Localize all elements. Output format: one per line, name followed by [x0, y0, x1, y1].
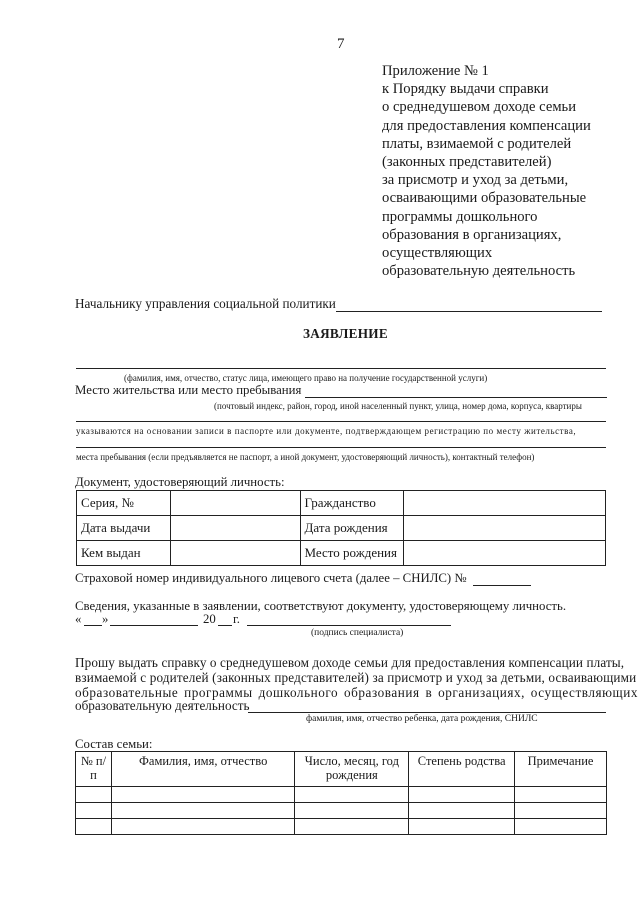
family-cell[interactable]: [76, 787, 112, 803]
family-table: [75, 751, 607, 835]
id-document-table: [76, 490, 606, 566]
citizenship-label: Гражданство: [300, 491, 404, 516]
appendix-line: к Порядку выдачи справки: [382, 81, 549, 98]
appendix-line: образования в организациях,: [382, 226, 562, 243]
appendix-line: осваивающими образовательные: [382, 190, 587, 207]
birth-date-field[interactable]: [404, 516, 606, 541]
appendix-line: (законных представителей): [382, 154, 552, 171]
issued-by-label: Кем выдан: [77, 541, 171, 566]
table-row: [76, 803, 607, 819]
applicant-name-field[interactable]: [76, 368, 606, 369]
family-cell[interactable]: [111, 787, 295, 803]
table-header-row: [76, 752, 607, 787]
family-cell[interactable]: [295, 787, 409, 803]
child-info-hint: фамилия, имя, отчество ребенка, дата рождения, СНИЛС: [306, 714, 538, 724]
family-cell[interactable]: [515, 819, 607, 835]
addressee-label: Начальнику управления социальной политики: [75, 296, 336, 311]
year-suffix: г.: [233, 612, 241, 626]
citizenship-field[interactable]: [404, 491, 606, 516]
residence-field-2[interactable]: [76, 421, 606, 422]
issue-date-label: Дата выдачи: [77, 516, 171, 541]
table-row: [77, 541, 606, 566]
col-number-header: № п/п: [76, 752, 112, 787]
table-row: [76, 819, 607, 835]
appendix-line: образовательную деятельность: [382, 263, 576, 280]
verification-text: Сведения, указанные в заявлении, соответствуют документу, удостоверяющему личность.: [75, 599, 567, 613]
table-row: [76, 787, 607, 803]
signature-hint: (подпись специалиста): [311, 628, 404, 638]
year-prefix: 20: [203, 612, 216, 626]
id-document-label: Документ, удостоверяющий личность:: [75, 475, 285, 489]
family-cell[interactable]: [111, 803, 295, 819]
birth-place-field[interactable]: [404, 541, 606, 566]
appendix-line: о среднедушевом доходе семьи: [382, 99, 577, 116]
family-cell[interactable]: [111, 819, 295, 835]
appendix-line: программы дошкольного: [382, 208, 538, 225]
family-cell[interactable]: [515, 787, 607, 803]
appendix-line: платы, взимаемой с родителей: [382, 135, 572, 152]
col-name-header: Фамилия, имя, отчество: [111, 752, 295, 787]
birth-date-label: Дата рождения: [300, 516, 404, 541]
residence-hint-3: места пребывания (если предъявляется не паспорт, а иной документ, удостоверяющий личность), контактный телефон): [76, 452, 535, 462]
family-cell[interactable]: [409, 803, 515, 819]
residence-hint-2: указываются на основании записи в паспорте или документе, подтверждающем регистрацию по месту жительства,: [76, 426, 577, 436]
applicant-name-hint: (фамилия, имя, отчество, статус лица, имеющего право на получение государственной услуги): [124, 373, 488, 383]
family-cell[interactable]: [409, 787, 515, 803]
id-series-label: Серия, №: [77, 491, 171, 516]
date-open-quote: «: [75, 612, 82, 626]
date-month-field[interactable]: [110, 625, 198, 626]
appendix-line: Приложение № 1: [382, 63, 489, 79]
family-cell[interactable]: [515, 803, 607, 819]
date-close-quote: »: [102, 612, 109, 626]
appendix-header: [382, 62, 632, 280]
issue-date-field[interactable]: [170, 516, 300, 541]
family-cell[interactable]: [295, 819, 409, 835]
col-birthdate-header: Число, месяц, год рождения: [295, 752, 409, 787]
document-title: ЗАЯВЛЕНИЕ: [303, 326, 388, 341]
family-cell[interactable]: [76, 803, 112, 819]
residence-label: Место жительства или место пребывания: [75, 383, 302, 397]
appendix-line: за присмотр и уход за детьми,: [382, 172, 569, 189]
table-row: [77, 491, 606, 516]
family-cell[interactable]: [76, 819, 112, 835]
table-row: [77, 516, 606, 541]
appendix-line: для предоставления компенсации: [382, 117, 591, 134]
family-cell[interactable]: [409, 819, 515, 835]
date-day-field[interactable]: [84, 625, 102, 626]
family-label: Состав семьи:: [75, 737, 153, 751]
appendix-line: осуществляющих: [382, 245, 493, 262]
date-year-field[interactable]: [218, 625, 232, 626]
issued-by-field[interactable]: [170, 541, 300, 566]
request-line-4: образовательную деятельность: [75, 698, 250, 713]
snils-field[interactable]: [473, 585, 531, 586]
id-series-field[interactable]: [170, 491, 300, 516]
request-line-3: образовательные программы дошкольного образования в организациях, осуществляющих: [75, 685, 638, 700]
child-info-field[interactable]: [248, 712, 606, 713]
residence-hint: (почтовый индекс, район, город, иной населенный пункт, улица, номер дома, корпуса, квартиры: [214, 401, 582, 411]
page-number: 7: [337, 36, 345, 52]
specialist-signature-field[interactable]: [247, 625, 451, 626]
col-note-header: Примечание: [515, 752, 607, 787]
snils-label: Страховой номер индивидуального лицевого счета (далее – СНИЛС) №: [75, 571, 467, 585]
family-cell[interactable]: [295, 803, 409, 819]
request-line-1: Прошу выдать справку о среднедушевом доходе семьи для предоставления компенсации платы,: [75, 655, 625, 670]
addressee-field[interactable]: [336, 311, 602, 312]
request-line-2: взимаемой с родителей (законных представителей) за присмотр и уход за детьми, осваивающими: [75, 670, 637, 685]
residence-field-3[interactable]: [76, 447, 606, 448]
birth-place-label: Место рождения: [300, 541, 404, 566]
residence-field[interactable]: [305, 397, 607, 398]
col-relation-header: Степень родства: [409, 752, 515, 787]
